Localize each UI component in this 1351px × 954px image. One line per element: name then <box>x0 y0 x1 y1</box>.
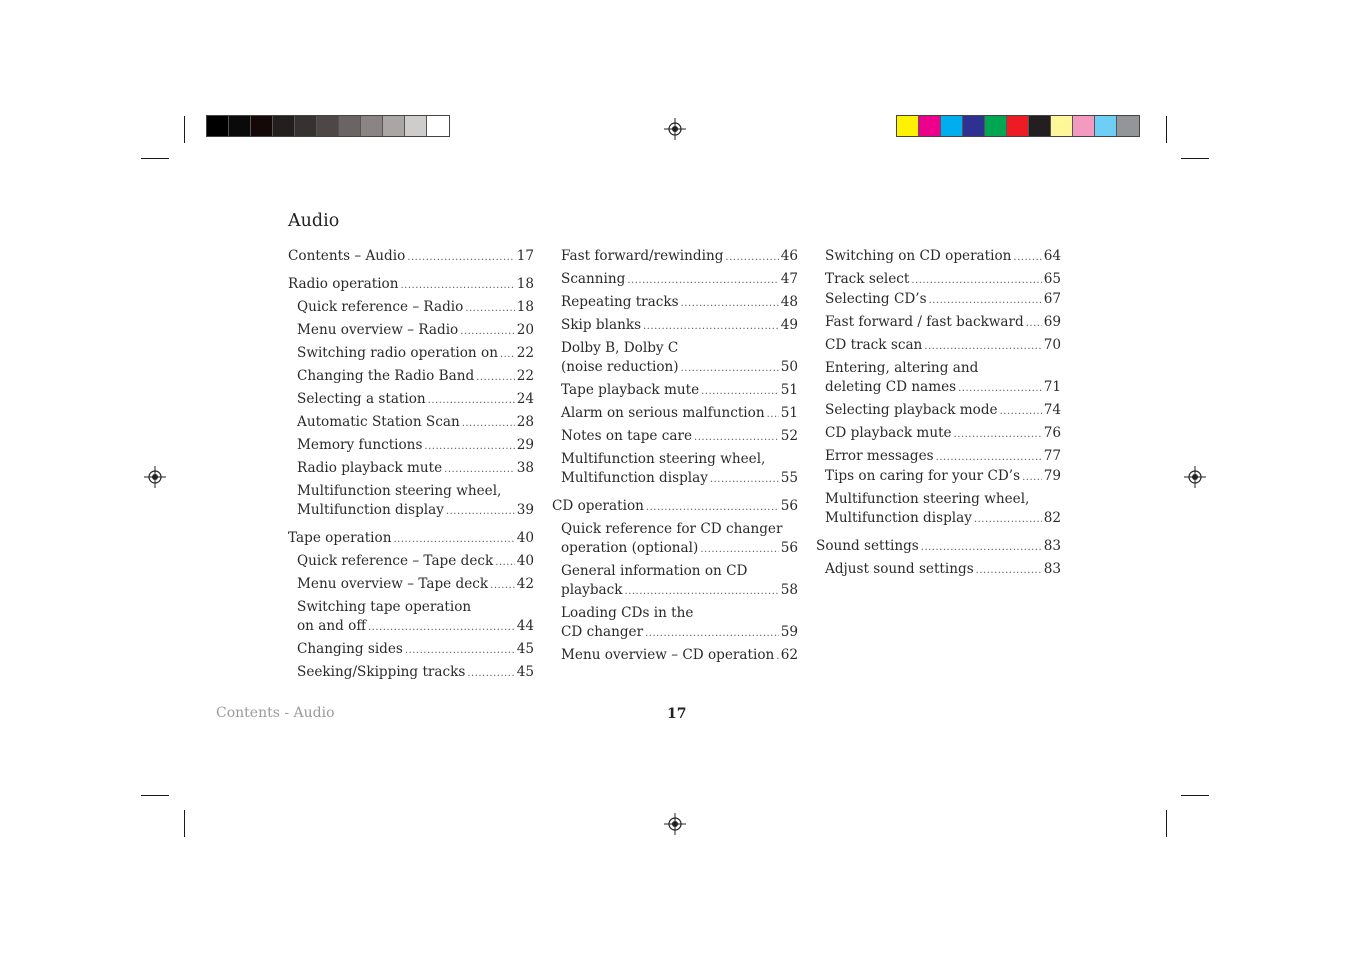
color-swatch <box>295 116 317 136</box>
grayscale-calibration-bar <box>206 115 450 137</box>
toc-entry[interactable]: Notes on tape care ..... 52 <box>552 427 798 447</box>
footer-section-title: Contents - Audio <box>216 705 335 721</box>
color-swatch <box>919 116 941 136</box>
toc-entry[interactable]: Selecting CD’s ..... 67 <box>816 290 1061 310</box>
toc-entry[interactable]: Repeating tracks ..... 48 <box>552 293 798 313</box>
toc-entry[interactable]: Multifunction steering wheel, Multifunction display ..... 82 <box>816 490 1061 529</box>
toc-entry[interactable]: Menu overview – CD operation ..... 62 <box>552 646 798 666</box>
toc-column-2 <box>552 247 798 666</box>
toc-entry[interactable]: Radio playback mute ..... 38 <box>288 459 534 479</box>
crop-mark-top-left-horizontal <box>141 158 169 159</box>
color-swatch <box>897 116 919 136</box>
toc-entry[interactable]: Multifunction steering wheel, Multifunction display ..... 39 <box>288 482 534 521</box>
toc-entry[interactable]: Tips on caring for your CD’s ..... 79 <box>816 467 1061 487</box>
color-swatch <box>963 116 985 136</box>
color-swatch <box>985 116 1007 136</box>
toc-entry[interactable]: Quick reference – Radio ..... 18 <box>288 298 534 318</box>
color-swatch <box>1007 116 1029 136</box>
toc-entry[interactable]: Entering, altering and deleting CD names ..... 71 <box>816 359 1061 398</box>
registration-target-icon <box>1184 466 1206 488</box>
toc-entry[interactable]: Sound settings ..... 83 <box>816 537 1061 557</box>
toc-entry[interactable]: Alarm on serious malfunction ..... 51 <box>552 404 798 424</box>
toc-entry[interactable]: Automatic Station Scan ..... 28 <box>288 413 534 433</box>
toc-entry[interactable]: Selecting playback mode ..... 74 <box>816 401 1061 421</box>
toc-entry[interactable]: CD operation ..... 56 <box>552 497 798 517</box>
toc-entry[interactable]: Switching on CD operation ..... 64 <box>816 247 1061 267</box>
toc-entry[interactable]: General information on CD playback ..... 58 <box>552 562 798 601</box>
toc-entry[interactable]: Adjust sound settings ..... 83 <box>816 560 1061 580</box>
color-swatch <box>941 116 963 136</box>
color-swatch <box>273 116 295 136</box>
toc-entry[interactable]: Radio operation ..... 18 <box>288 275 534 295</box>
registration-target-icon <box>664 813 686 835</box>
toc-entry[interactable]: Dolby B, Dolby C (noise reduction) ..... 50 <box>552 339 798 378</box>
crop-mark-bottom-right-horizontal <box>1181 795 1209 796</box>
toc-entry[interactable]: Changing sides ..... 45 <box>288 640 534 660</box>
color-calibration-bar <box>896 115 1140 137</box>
color-swatch <box>251 116 273 136</box>
color-swatch <box>1051 116 1073 136</box>
color-swatch <box>427 116 449 136</box>
color-swatch <box>207 116 229 136</box>
toc-entry[interactable]: Tape playback mute ..... 51 <box>552 381 798 401</box>
color-swatch <box>1073 116 1095 136</box>
toc-entry[interactable]: Memory functions ..... 29 <box>288 436 534 456</box>
color-swatch <box>405 116 427 136</box>
page-number: 17 <box>667 706 687 722</box>
toc-entry[interactable]: Contents – Audio ..... 17 <box>288 247 534 267</box>
toc-entry[interactable]: Selecting a station ..... 24 <box>288 390 534 410</box>
toc-entry[interactable]: Changing the Radio Band ..... 22 <box>288 367 534 387</box>
registration-target-icon <box>144 466 166 488</box>
crop-mark-top-right-vertical <box>1166 116 1167 143</box>
color-swatch <box>1117 116 1139 136</box>
toc-entry[interactable]: Seeking/Skipping tracks ..... 45 <box>288 663 534 683</box>
toc-entry[interactable]: Loading CDs in the CD changer ..... 59 <box>552 604 798 643</box>
toc-entry[interactable]: Scanning ..... 47 <box>552 270 798 290</box>
color-swatch <box>339 116 361 136</box>
crop-mark-top-right-horizontal <box>1181 158 1209 159</box>
toc-entry[interactable]: CD playback mute ..... 76 <box>816 424 1061 444</box>
toc-entry[interactable]: Quick reference – Tape deck ..... 40 <box>288 552 534 572</box>
crop-mark-bottom-left-vertical <box>184 810 185 837</box>
toc-entry[interactable]: Menu overview – Radio ..... 20 <box>288 321 534 341</box>
toc-column-3 <box>816 247 1061 580</box>
toc-entry[interactable]: Multifunction steering wheel, Multifunction display ..... 55 <box>552 450 798 489</box>
toc-entry[interactable]: Menu overview – Tape deck ..... 42 <box>288 575 534 595</box>
toc-entry[interactable]: Quick reference for CD changer operation (optional) ..... 56 <box>552 520 798 559</box>
color-swatch <box>383 116 405 136</box>
crop-mark-top-left-vertical <box>184 116 185 143</box>
crop-mark-bottom-left-horizontal <box>141 795 169 796</box>
registration-target-icon <box>664 118 686 140</box>
toc-entry[interactable]: Tape operation ..... 40 <box>288 529 534 549</box>
toc-entry[interactable]: Fast forward/rewinding ..... 46 <box>552 247 798 267</box>
color-swatch <box>361 116 383 136</box>
toc-entry[interactable]: Error messages ..... 77 <box>816 447 1061 467</box>
toc-entry[interactable]: Switching radio operation on ..... 22 <box>288 344 534 364</box>
color-swatch <box>229 116 251 136</box>
color-swatch <box>1029 116 1051 136</box>
color-swatch <box>317 116 339 136</box>
page-title: Audio <box>288 211 340 231</box>
toc-column-1 <box>288 247 534 683</box>
crop-mark-bottom-right-vertical <box>1166 810 1167 837</box>
toc-entry[interactable]: Fast forward / fast backward ..... 69 <box>816 313 1061 333</box>
toc-entry[interactable]: Skip blanks ..... 49 <box>552 316 798 336</box>
toc-entry[interactable]: Track select ..... 65 <box>816 270 1061 290</box>
toc-entry[interactable]: CD track scan ..... 70 <box>816 336 1061 356</box>
color-swatch <box>1095 116 1117 136</box>
toc-entry[interactable]: Switching tape operation on and off ..... 44 <box>288 598 534 637</box>
